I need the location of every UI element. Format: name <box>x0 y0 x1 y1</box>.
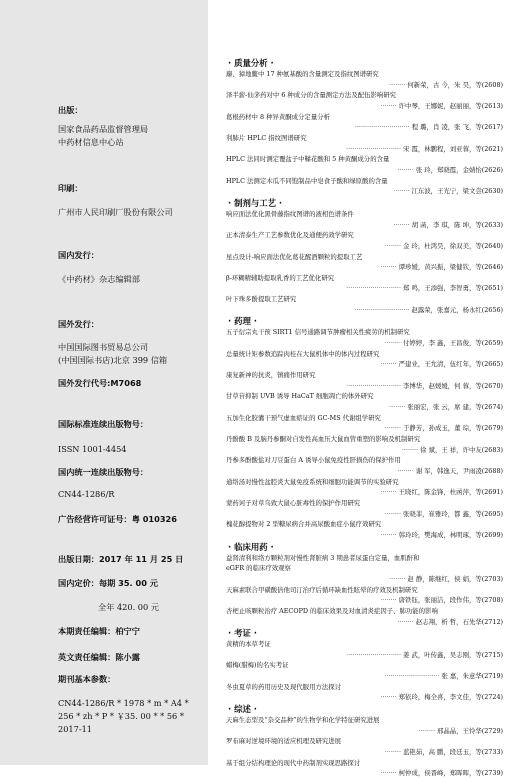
leader-dots: ········ <box>384 748 404 757</box>
article-authors-pages: 张 嘉，朱意华(2719) <box>441 672 503 681</box>
issn-label: 国际标准连续出版物号： <box>58 419 149 429</box>
article-title: 罗布麻对逆境环境的适应机理及研究进展 <box>226 737 342 746</box>
article-authors-line <box>226 445 507 456</box>
article-authors-line <box>226 359 507 370</box>
leader-dots: ········ <box>384 241 404 250</box>
chief-editor: 本期责任编辑：柏宁宁 <box>58 626 140 636</box>
leader-dots: ········ <box>380 101 399 110</box>
article-authors-line <box>226 101 507 112</box>
issn-value: ISSN 1001-4454 <box>58 444 127 454</box>
leader-dots: ··························· <box>346 284 404 293</box>
article-title: 槐花醇提物对 2 型糖尿病合并高尿酸血症小鼠疗效研究 <box>226 520 382 529</box>
article-authors-line <box>226 747 507 758</box>
article-entry-line <box>226 305 507 316</box>
section-heading: · 综述 · <box>228 704 257 715</box>
article-authors-line <box>226 726 507 737</box>
leader-dots: ········ <box>389 80 408 89</box>
advertising-license: 广告经营许可证号：粤 010326 <box>58 514 177 524</box>
article-title: 杏杷止咳颗粒治疗 AECOPD 的临床效果及对血清炎症因子、肺功能的影响 <box>226 606 438 615</box>
journal-parameters-line-2: 256 * zh * P * ￥35. 00 * * 56 * <box>58 711 184 721</box>
section-heading: · 临床用药 · <box>228 541 274 552</box>
cn-value: CN44-1286/R <box>58 489 115 499</box>
publisher-label: 出版： <box>58 105 83 115</box>
article-authors-line <box>226 509 507 520</box>
domestic-distribution-label: 国内发行： <box>58 250 99 260</box>
article-authors-pages: 于静芳，孙成玉，董 琮，等(2679) <box>403 424 503 433</box>
article-authors-pages: 李博华，赵媛媛，何 蓉，等(2670) <box>403 381 503 390</box>
article-authors-pages: 谭珍媛，黄兴振，梁健钦，等(2646) <box>398 263 503 272</box>
article-authors-line <box>226 617 507 628</box>
article-title: 通络汤对慢性盆腔炎大鼠免疫系统和细胞功能调节的实验研究 <box>226 477 399 486</box>
article-authors-pages: 付婷婷，李 鑫，王昌俊，等(2659) <box>403 339 503 348</box>
leader-dots: ··························· <box>354 305 412 314</box>
article-authors-line <box>226 220 507 231</box>
article-entry-line <box>226 283 507 294</box>
leader-dots: ········ <box>389 574 408 583</box>
printer-label: 印刷： <box>58 183 83 193</box>
leader-dots: ········ <box>384 424 404 433</box>
publication-date: 出版日期：2017 年 11 月 25 日 <box>58 554 184 564</box>
journal-parameters-line-1: CN44-1286/R * 1978 * m * A4 * <box>58 698 189 708</box>
cn-label: 国内统一连续出版物号： <box>58 467 149 477</box>
article-title: 泽半薪-仙茅药对中 6 种成分的含量测定方法及配伍影响研究 <box>226 91 397 100</box>
article-title: 蜡梅(腊梅)的名实考证 <box>226 661 289 670</box>
article-authors-pages: 许中琴，王娜妮，赵丽丽，等(2613) <box>398 101 503 110</box>
article-authors-pages: 赵露荣，张嘉元，杨永红(2656) <box>411 305 503 314</box>
article-authors-pages: 谢 军，韩逸天，尹雨凌(2688) <box>415 466 503 475</box>
publisher-line-1: 国家食品药品监督管理局 <box>58 124 149 134</box>
article-authors-pages: 赵志翔，析 哲，石先华(2712) <box>415 617 503 626</box>
article-authors-line <box>226 692 507 703</box>
leader-dots: ··························· <box>346 381 404 390</box>
article-authors-pages: 江东波，王光宁，梁文尝(2630) <box>411 187 503 196</box>
leader-dots: ··························· <box>384 672 442 681</box>
article-entry-line <box>226 144 507 155</box>
article-authors-pages: 严建业，王允清，伍红年，等(2665) <box>398 360 503 369</box>
article-title: 五子衍宗丸干预 SIRT1 信号通路调节肿瘤相关性疲劳的机制研究 <box>226 328 410 337</box>
publication-info-sidebar <box>0 0 208 765</box>
article-entry-line <box>226 381 507 392</box>
leader-dots: ········ <box>380 488 399 497</box>
foreign-distributor-line-1: 中国国际图书贸易总公司 <box>58 342 149 352</box>
article-title: 麝、獐地鳖中 17 种氨基酸的含量测定及指纹图谱研究 <box>226 70 379 78</box>
leader-dots: ········ <box>380 769 399 778</box>
leader-dots: ········ <box>380 360 399 369</box>
leader-dots: ········ <box>418 726 438 735</box>
domestic-distributor: 《中药材》杂志编辑部 <box>58 274 140 284</box>
article-authors-line <box>226 338 507 349</box>
article-authors-pages: 唐铁钰，张丽洁，段作伟，等(2708) <box>398 596 503 605</box>
annual-price: 全年 420. 00 元 <box>98 602 160 612</box>
article-title: β-环糊精辅助提取乳香的工艺优化研究 <box>226 273 335 282</box>
article-authors-pages: 张晓菲，崔雅玲，都 鑫，等(2695) <box>403 509 503 518</box>
article-title: 总量统计矩参数追踪肉桂在大鼠机体中的体内过程研究 <box>226 349 380 358</box>
article-title: HPLC 法测定木瓜不同饱制品中皂食子酸和绿原酸的含量 <box>226 176 388 185</box>
article-title: 天麻素联合甲磺酸倍他司汀治疗后循环缺血性眩晕的疗效及机制研究 <box>226 585 418 594</box>
leader-dots: ········ <box>380 596 399 605</box>
article-title: 五加生化胶囊干预气虚血瘀证的 GC-MS 代谢组学研究 <box>226 413 381 422</box>
article-authors-line <box>226 595 507 606</box>
article-authors-line <box>226 768 507 779</box>
article-authors-line <box>226 186 507 197</box>
article-title: 叶下珠多酚提取工艺研究 <box>226 295 297 304</box>
article-authors-line <box>226 466 507 477</box>
leader-dots: ········ <box>393 187 412 196</box>
article-title: 天麻生态型及“杂交品种”的生物学和化学特征研究进展 <box>226 716 380 725</box>
article-entry-line <box>226 671 507 682</box>
article-authors-pages: 韩玲玲，樊海成，林明琢，等(2699) <box>398 530 503 539</box>
foreign-distribution-label: 国外发行： <box>58 319 99 329</box>
journal-parameters-line-3: 2017-11 <box>58 724 93 734</box>
section-heading: · 药理 · <box>228 316 257 327</box>
article-title-continued: eGFR 的临床疗效观察 <box>226 564 291 573</box>
article-authors-line <box>226 241 507 252</box>
article-authors-pages: 胡 菡，李 琪，陈 坤，等(2633) <box>411 220 503 229</box>
article-authors-pages: 赵 静，陈继红，侯 娟，等(2703) <box>407 574 503 583</box>
article-title: 利肺片 HPLC 指纹图谱研究 <box>226 133 307 142</box>
article-authors-line <box>226 530 507 541</box>
article-title: 蒙药诃子对草乌致大鼠心脏毒性的保护作用研究 <box>226 498 361 507</box>
publisher-line-2: 中药材信息中心站 <box>58 137 124 147</box>
article-title: 正本清泰生产工艺参数优化及通便药效学研究 <box>226 231 354 240</box>
section-heading: · 质量分析 · <box>228 58 274 68</box>
article-authors-line <box>226 487 507 498</box>
leader-dots: ········ <box>384 339 404 348</box>
article-authors-pages: 邢晶晶，王怜华(2729) <box>437 726 503 735</box>
article-authors-pages: 金 玲，杜鸿昊，徐双美，等(2640) <box>403 241 503 250</box>
article-authors-pages: 宋 霞，林鹏程，刘亚蓉，等(2621) <box>403 144 503 153</box>
leader-dots: ········ <box>384 509 404 518</box>
article-title: 丹酚酸 B 及脑丹参酮对自发性高血压大鼠血管重塑的影响及机制研究 <box>226 435 421 443</box>
leader-dots: ········ <box>389 403 408 412</box>
article-authors-pages: 何新荣，古 今，朱 昊，等(2608) <box>407 80 503 89</box>
article-authors-pages: 张丽宏，张 云，席 建，等(2674) <box>407 403 503 412</box>
leader-dots: ········ <box>397 617 416 626</box>
article-entry-line <box>226 122 507 133</box>
article-title: 响应面法优化黑骨藤指纹图谱的液相色谱条件 <box>226 209 354 218</box>
article-authors-pages: 程 璐，肖 凌，张 飞，等(2617) <box>411 123 503 132</box>
article-title: 甘草苷抑制 UVB 诱导 HaCaT 细胞凋亡的体外研究 <box>226 392 374 401</box>
english-editor: 英文责任编辑：陈小露 <box>58 652 140 662</box>
article-authors-pages: 王晓红，陈金锋，杜函萍，等(2691) <box>398 488 503 497</box>
article-authors-line <box>226 80 507 91</box>
article-authors-pages: 郑依玲，梅全喜，李文佳，等(2724) <box>398 693 503 702</box>
leader-dots: ··························· <box>354 123 412 132</box>
leader-dots: ········ <box>393 220 412 229</box>
journal-parameters-label: 期刊基本参数： <box>58 674 116 684</box>
article-title: 葛根药材中 8 种异黄酮成分定量分析 <box>226 112 330 121</box>
article-authors-line <box>226 402 507 413</box>
leader-dots: ··························· <box>346 650 404 659</box>
table-of-contents <box>226 57 507 779</box>
article-authors-pages: 柯仲成，侯晋峰，郑晖晖，等(2739) <box>398 769 503 778</box>
article-authors-line <box>226 423 507 434</box>
article-title: 康复新神的抗炎，镇痛作用研究 <box>226 371 316 380</box>
article-title: 益肾清利和络方颗粒剂对慢性肾脏病 3 期患者尿蛋白定量，血肌酐和 <box>226 553 420 562</box>
article-authors-pages: 姜 武，叶传鑫，吴志刚，等(2715) <box>403 650 503 659</box>
article-authors-pages: 郑 鸣，王添强，李智勇，等(2651) <box>403 284 503 293</box>
leader-dots: ··························· <box>346 144 404 153</box>
article-authors-pages: 蓝艳茹，高 鹏，段廷玉，等(2733) <box>403 748 503 757</box>
article-title: 黄精的本草考证 <box>226 640 271 649</box>
article-authors-line <box>226 262 507 273</box>
leader-dots: ········ <box>380 693 399 702</box>
article-authors-pages: 徐 斌，王 祥，许中友(2683) <box>420 445 503 454</box>
article-authors-pages: 张 玲，郑晓霞，金婧怡(2626) <box>415 165 503 174</box>
article-authors-line <box>226 165 507 176</box>
foreign-distribution-code: 国外发行代号:M7068 <box>58 378 142 388</box>
leader-dots: ········ <box>397 165 416 174</box>
article-title: HPLC 法同时测定覆盆子中鞣花酸和 5 种黄酮成分的含量 <box>226 155 390 164</box>
article-title: 星点设计-响应面法优化葛花醒酒颗粒的提取工艺 <box>226 252 363 261</box>
article-authors-line <box>226 574 507 585</box>
section-heading: · 制剂与工艺 · <box>228 197 283 208</box>
leader-dots: ········ <box>380 530 399 539</box>
article-title: 基于组分结构理论的现代中药制剂实现思路探讨 <box>226 758 361 767</box>
foreign-distributor-line-2: (中国国际书店)北京 399 信箱 <box>58 355 168 365</box>
section-heading: · 考证 · <box>228 628 257 639</box>
printer-name: 广州市人民印刷厂股份有限公司 <box>58 207 173 217</box>
article-title: 冬虫夏草的药用历史及现代服用方法探讨 <box>226 682 342 691</box>
article-title: 丹参多酚酸盐对刀豆蛋白 A 诱导小鼠免疫性肝损伤的保护作用 <box>226 456 401 465</box>
domestic-price: 国内定价：每期 35. 00 元 <box>58 578 158 588</box>
leader-dots: ········ <box>401 445 421 454</box>
article-entry-line <box>226 650 507 661</box>
leader-dots: ········ <box>397 466 416 475</box>
leader-dots: ········ <box>380 263 399 272</box>
